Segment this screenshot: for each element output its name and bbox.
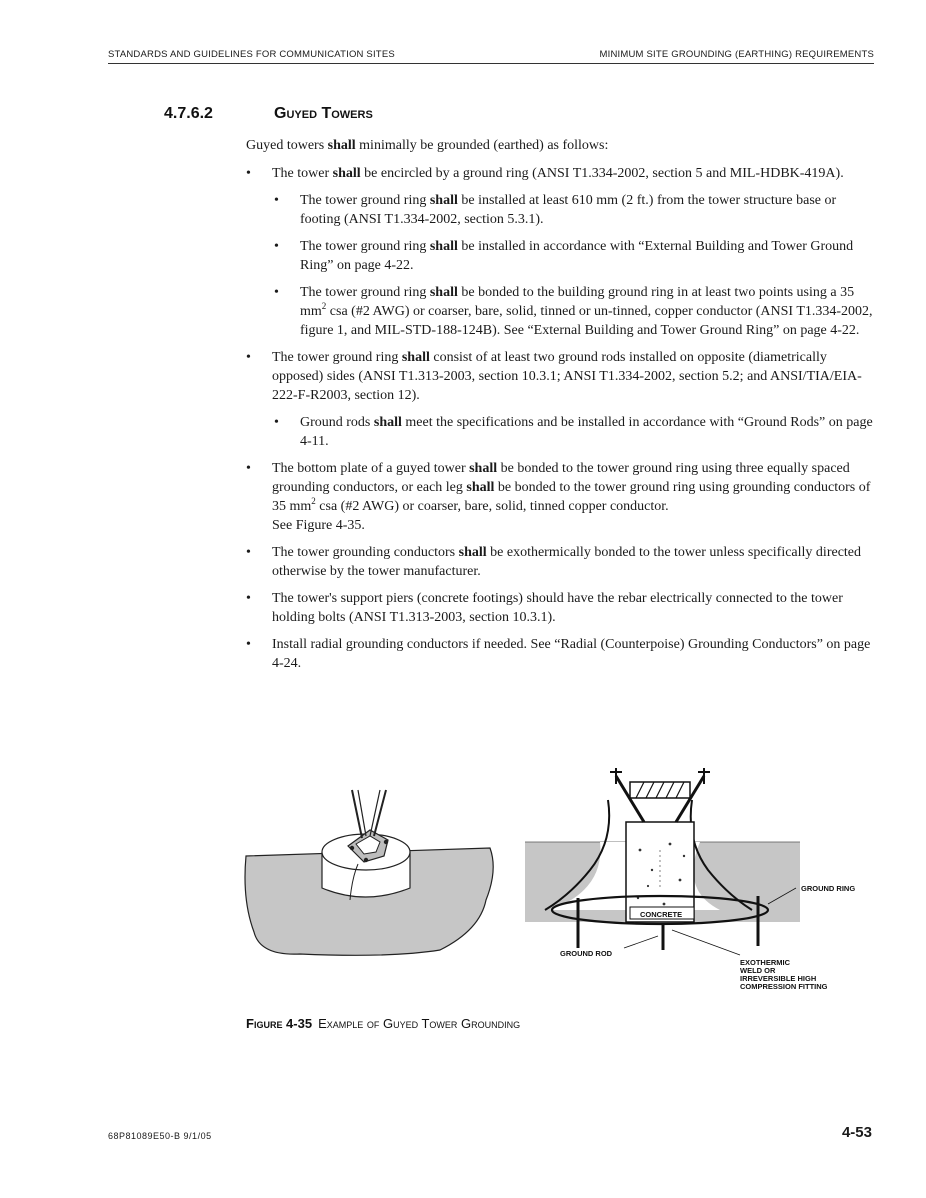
bullet-icon: •: [246, 166, 251, 181]
bullet-item: • The tower shall be encircled by a ground ring (ANSI T1.334-2002, section 5 and MIL-HDBK-419A).: [246, 166, 844, 181]
bullet-icon: •: [246, 637, 251, 652]
header-right: MINIMUM SITE GROUNDING (EARTHING) REQUIREMENTS: [599, 49, 874, 60]
pier-cross-section: [525, 768, 800, 955]
bullet-icon: •: [274, 415, 279, 430]
exothermic-label-1: EXOTHERMIC: [740, 958, 791, 967]
sub-bullet-item: • Ground rods shall meet the specifications and be installed in accordance with “Ground Rods” on page 4-11.: [274, 415, 873, 449]
exothermic-label-4: COMPRESSION FITTING: [740, 982, 828, 991]
bullet-item: • The tower grounding conductors shall be exothermically bonded to the tower unless specifically directed otherwise by the tower manufacturer.: [246, 545, 862, 579]
running-header: [108, 49, 874, 64]
bullet-icon: •: [274, 285, 279, 300]
section-heading: [164, 105, 373, 123]
exothermic-label-2: WELD OR: [740, 966, 776, 975]
intro-paragraph: Guyed towers shall minimally be grounded (earthed) as follows:: [246, 138, 609, 153]
figure-title: Example of Guyed Tower Grounding: [318, 1016, 521, 1031]
exothermic-label-3: IRREVERSIBLE HIGH: [740, 974, 817, 983]
bullet-item: • The tower ground ring shall consist of at least two ground rods installed on opposite (diametrically opposed) sides (ANSI T1.313-2003, section 10.3.1; ANSI T1.334-2002, section 5.2; and ANSI/TIA/EIA-222-F-R2003, section 12).: [246, 350, 862, 403]
bullet-icon: •: [246, 350, 251, 365]
footer-doc-id: 68P81089E50-B 9/1/05: [108, 1131, 212, 1141]
bullet-icon: •: [274, 193, 279, 208]
figure-caption: [246, 1016, 520, 1031]
sub-bullet-item: • The tower ground ring shall be installed in accordance with “External Building and Tower Ground Ring” on page 4-22.: [274, 239, 854, 273]
header-left: STANDARDS AND GUIDELINES FOR COMMUNICATION SITES: [108, 49, 395, 60]
bullet-item: • The tower's support piers (concrete footings) should have the rebar electrically connected to the tower holding bolts (ANSI T1.313-2003, section 10.3.1).: [246, 591, 843, 625]
bullet-icon: •: [274, 239, 279, 254]
concrete-label: CONCRETE: [640, 910, 683, 919]
guyed-tower-grounding-figure: [240, 760, 880, 1000]
ground-ring-label: GROUND RING: [801, 884, 856, 893]
sub-bullet-item: • The tower ground ring shall be installed at least 610 mm (2 ft.) from the tower structure base or footing (ANSI T1.334-2002, section 5.3.1).: [274, 193, 837, 227]
page-number: 4-53: [841, 1124, 872, 1141]
bullet-item: • Install radial grounding conductors if needed. See “Radial (Counterpoise) Grounding Conductors” on page 4-24.: [246, 637, 871, 671]
bullet-item: • The bottom plate of a guyed tower shall be bonded to the tower ground ring using three equally spaced grounding conductors, or each leg shall be bonded to the tower ground ring using grounding conductors of 35 $mm^2$ csa (#2 AWG) or coarser, bare, solid, tinned copper conductor. See Figure 4-35.: [246, 461, 871, 533]
section-title: Guyed Towers: [274, 105, 373, 122]
tower-base-illustration: [245, 790, 493, 955]
sub-bullet-item: • The tower ground ring shall be bonded to the building ground ring in at least two points using a 35 $mm^2$ csa (#2 AWG) or coarser, bare, solid, tinned or un-tinned, copper conductor (ANSI T1.334-2002, figure 1, and MIL-STD-188-124B). See “External Building and Tower Ground Ring” on page 4-22.: [274, 285, 873, 338]
bullet-icon: •: [246, 591, 251, 606]
section-body: [246, 136, 876, 681]
figure-number: Figure 4-35: [246, 1016, 313, 1031]
bullet-icon: •: [246, 461, 251, 476]
bullet-icon: •: [246, 545, 251, 560]
ground-rod-label: GROUND ROD: [560, 949, 613, 958]
section-number: 4.7.6.2: [164, 105, 213, 122]
